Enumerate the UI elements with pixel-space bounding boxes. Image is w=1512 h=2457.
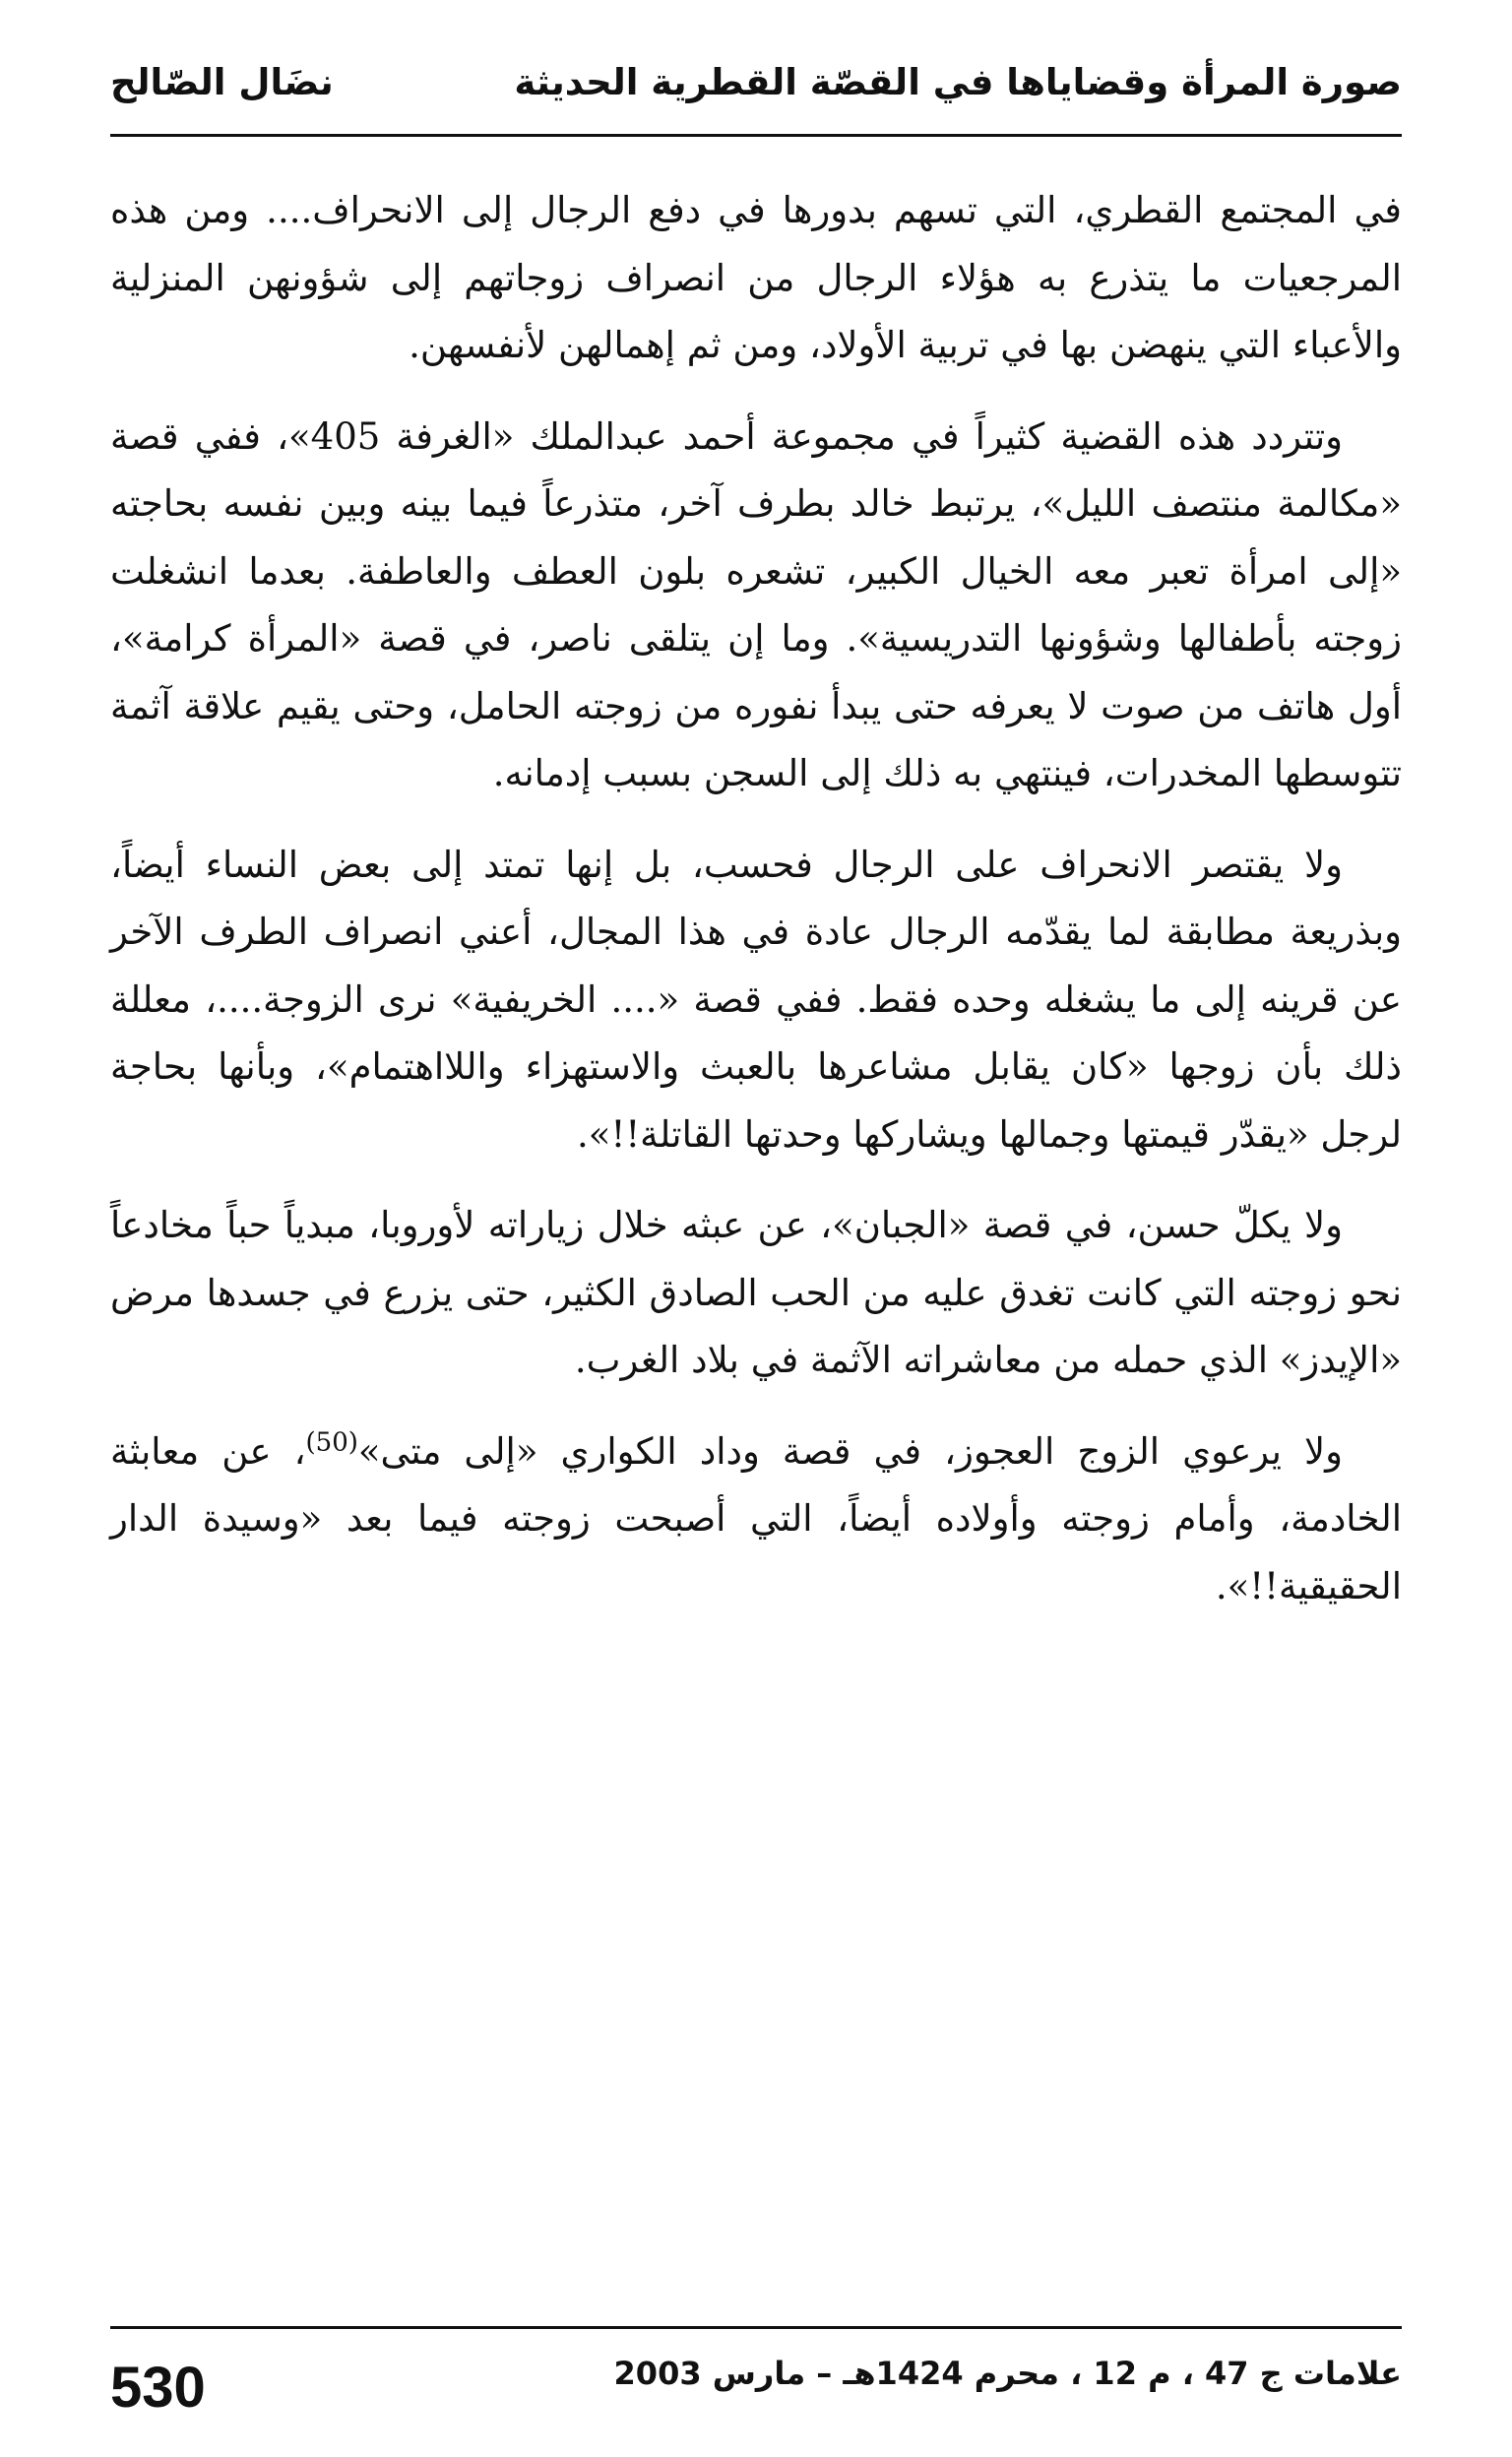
- running-header: [110, 39, 1402, 137]
- paragraph-5-end: ، عن معابثة الخادمة، وأمام زوجته وأولاده أيضاً، التي أصبحت زوجته فيما بعد «وسيدة الدار الحقيقية!!».: [110, 1429, 1402, 1607]
- paragraph-1: في المجتمع القطري، التي تسهم بدورها في دفع الرجال إلى الانحراف.... ومن هذه المرجعيات ما يتذرع به هؤلاء الرجال من انصراف زوجاتهم إلى شؤونهن المنزلية والأعباء التي ينهضن بها في تربية الأولاد، ومن ثم إهمالهن لأنفسهن.: [110, 189, 1402, 366]
- paragraph-3: ولا يقتصر الانحراف على الرجال فحسب، بل إنها تمتد إلى بعض النساء أيضاً، وبذريعة مطابقة لما يقدّمه الرجال عادة في هذا المجال، أعني انصراف الطرف الآخر عن قرينه إلى ما يشغله وحده فقط. ففي قصة «.... الخريفية» نرى الزوجة....، معللة ذلك بأن زوجها «كان يقابل مشاعرها بالعبث والاستهزاء واللااهتمام»، وبأنها بحاجة لرجل «يقدّر قيمتها وجمالها ويشاركها وحدتها القاتلة!!».: [110, 843, 1402, 1156]
- header-title: صورة المرأة وقضاياها في القصّة القطرية الحديثة: [514, 61, 1402, 103]
- paragraph-4: ولا يكلّ حسن، في قصة «الجبان»، عن عبثه خلال زياراته لأوروبا، مبدياً حباً مخادعاً نحو زوجته التي كانت تغدق عليه من الحب الصادق الكثير، حتى يزرع في جسدها مرض «الإيدز» الذي حمله من معاشراته الآثمة في بلاد الغرب.: [110, 1204, 1402, 1381]
- page: [110, 39, 1402, 2422]
- paragraph-5: [110, 1418, 1402, 1621]
- paragraph-5-start: ولا يرعوي الزوج العجوز، في قصة وداد الكواري «إلى متى»: [357, 1429, 1343, 1473]
- page-number: 530: [110, 2356, 206, 2420]
- footnote-marker: (50): [305, 1427, 358, 1458]
- page-footer: [110, 2326, 1402, 2418]
- header-author: نضَال الصّالح: [110, 61, 334, 103]
- body-text: [110, 177, 1402, 1644]
- paragraph-2: وتتردد هذه القضية كثيراً في مجموعة أحمد عبدالملك «الغرفة 405»، ففي قصة «مكالمة منتصف الليل»، يرتبط خالد بطرف آخر، متذرعاً فيما بينه وبين نفسه بحاجته «إلى امرأة تعبر معه الخيال الكبير، تشعره بلون العطف والعاطفة. بعدما انشغلت زوجته بأطفالها وشؤونها التدريسية». وما إن يتلقى ناصر، في قصة «المرأة كرامة»، أول هاتف من صوت لا يعرفه حتى يبدأ نفوره من زوجته الحامل، وحتى يقيم علاقة آثمة تتوسطها المخدرات، فينتهي به ذلك إلى السجن بسبب إدمانه.: [110, 414, 1402, 794]
- journal-info: علامات ج 47 ، م 12 ، محرم 1424هـ – مارس 2003: [613, 2355, 1402, 2392]
